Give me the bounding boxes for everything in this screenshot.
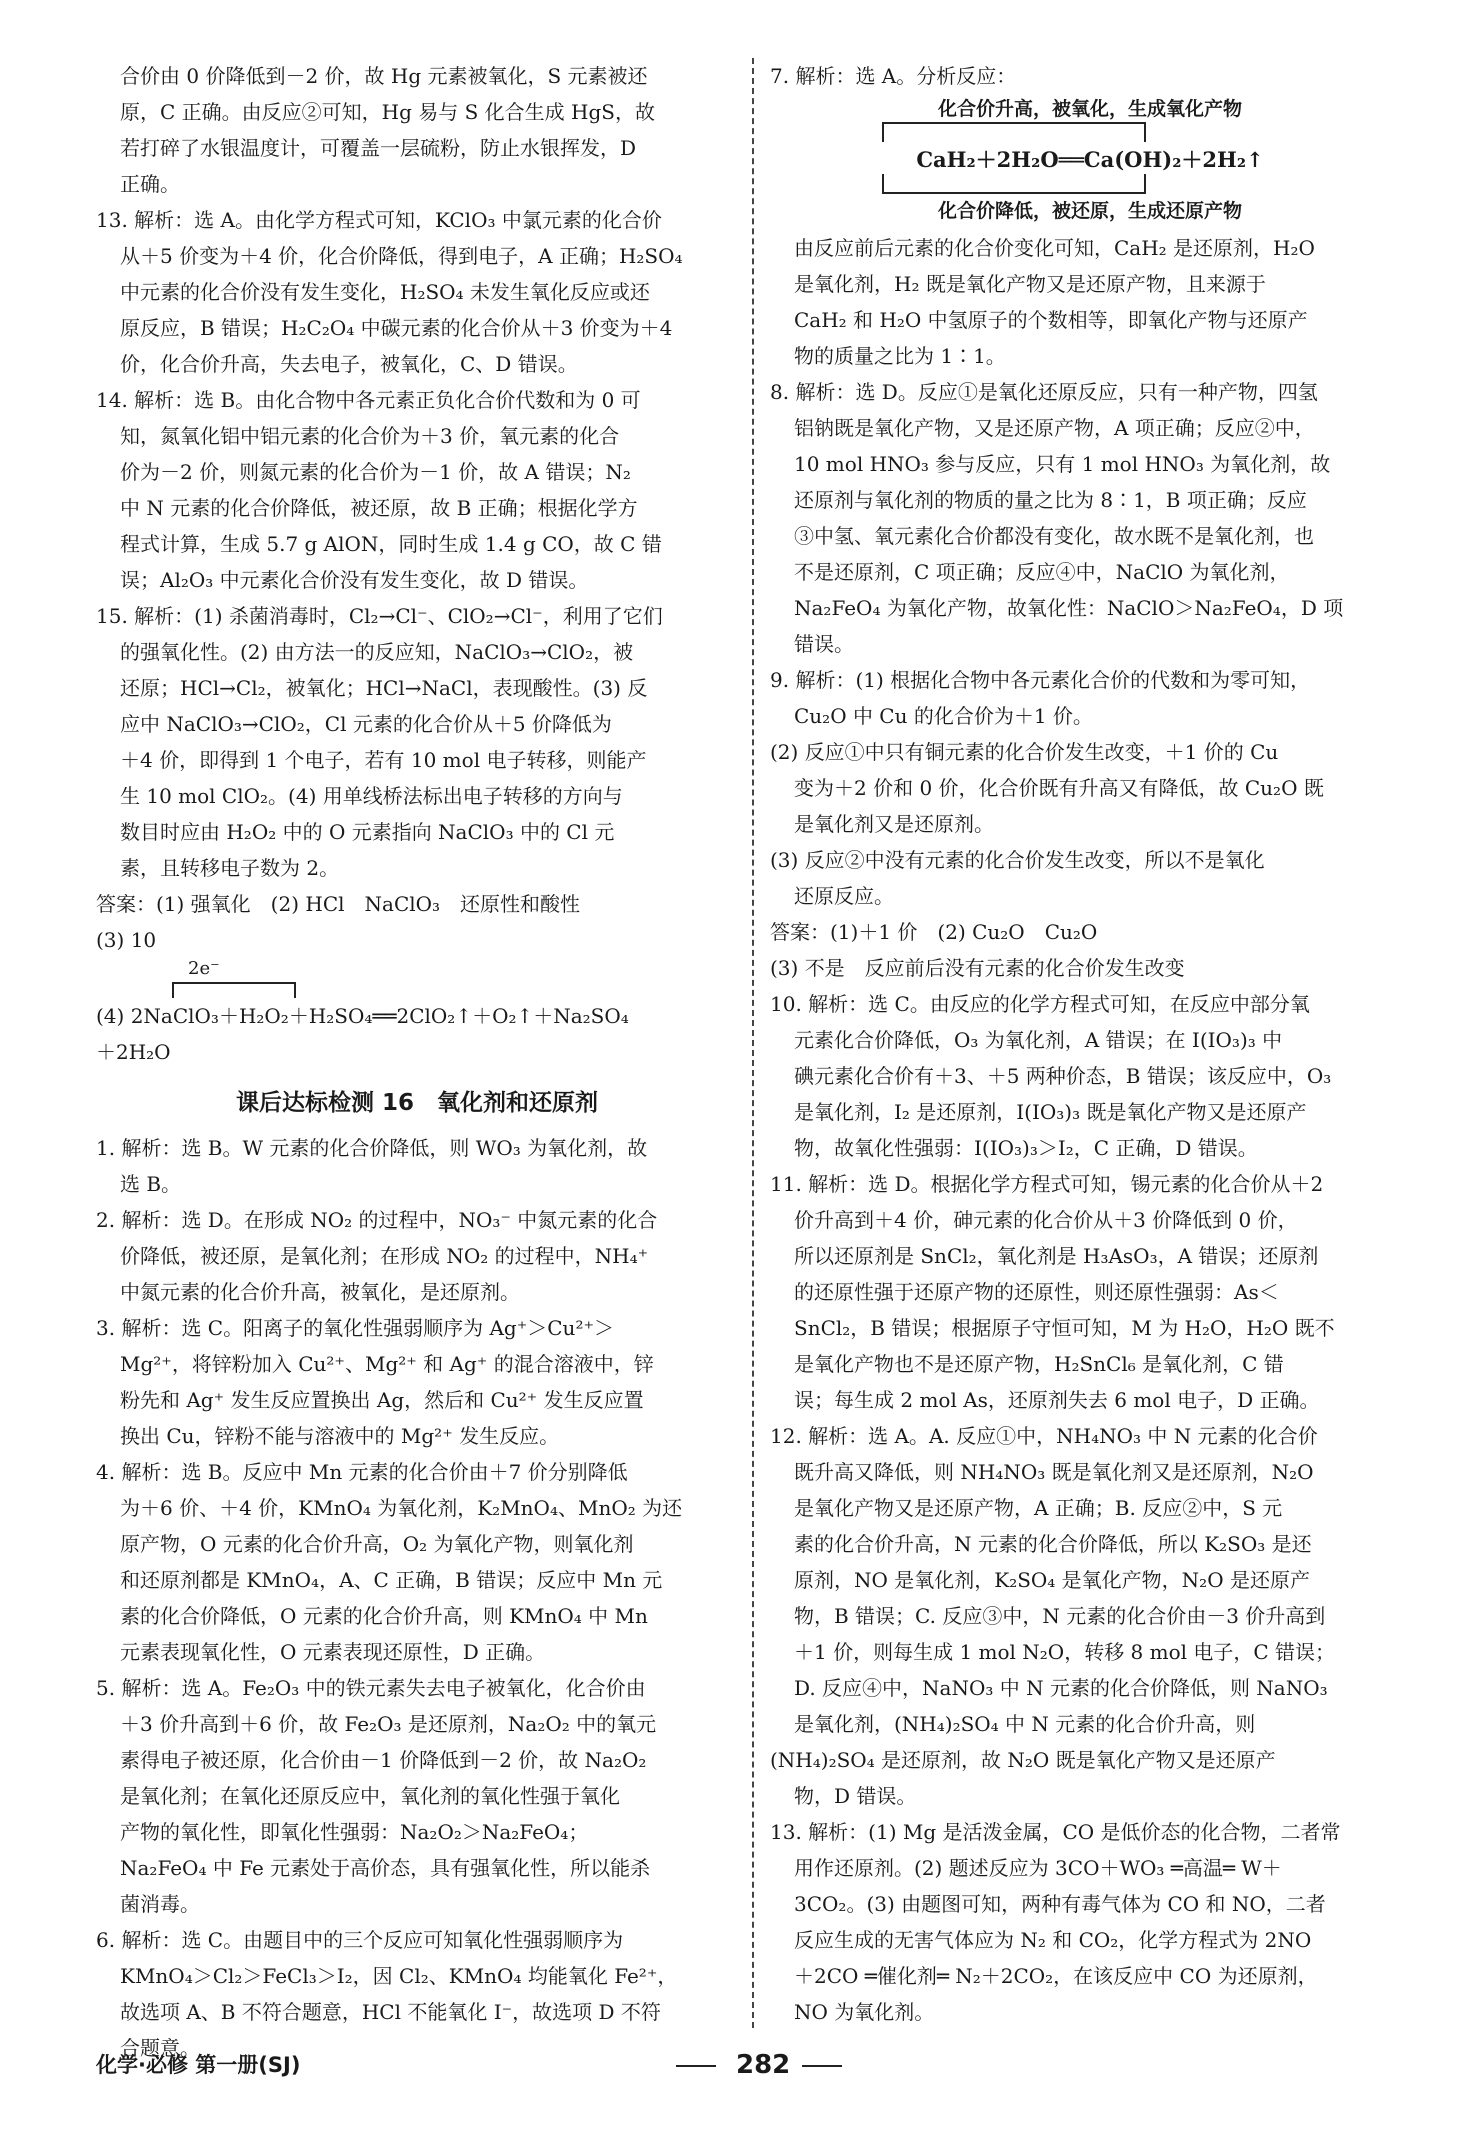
text-line: 价，化合价升高，失去电子，被氧化，C、D 错误。 bbox=[120, 352, 578, 376]
text-line: 用作还原剂。(2) 题述反应为 3CO＋WO₃ ═高温═ W＋ bbox=[794, 1856, 1282, 1880]
text-line: ＋1 价，则每生成 1 mol N₂O，转移 8 mol 电子，C 错误； bbox=[794, 1640, 1336, 1664]
text-line: 是氧化产物也不是还原产物，H₂SnCl₆ 是氧化剂，C 错 bbox=[794, 1352, 1284, 1376]
reduction-label: 化合价降低，被还原，生成还原产物 bbox=[937, 200, 1242, 222]
text-line: 13. 解析：(1) Mg 是活泼金属，CO 是低价态的化合物，二者常 bbox=[770, 1820, 1341, 1844]
text-line: 3. 解析：选 C。阳离子的氧化性强弱顺序为 Ag⁺＞Cu²⁺＞ bbox=[96, 1316, 615, 1340]
text-line: 9. 解析：(1) 根据化合物中各元素化合价的代数和为零可知， bbox=[770, 668, 1311, 692]
text-line: 10 mol HNO₃ 参与反应，只有 1 mol HNO₃ 为氧化剂，故 bbox=[794, 452, 1331, 476]
text-line: 为＋6 价、＋4 价，KMnO₄ 为氧化剂，K₂MnO₄、MnO₂ 为还 bbox=[120, 1496, 683, 1520]
text-line: 的强氧化性。(2) 由方法一的反应知，NaClO₃→ClO₂，被 bbox=[120, 640, 634, 664]
text-line: 还原；HCl→Cl₂，被氧化；HCl→NaCl，表现酸性。(3) 反 bbox=[120, 676, 648, 700]
text-line: Na₂FeO₄ 为氧化产物，故氧化性：NaClO＞Na₂FeO₄，D 项 bbox=[794, 596, 1344, 620]
text-line: 5. 解析：选 A。Fe₂O₃ 中的铁元素失去电子被氧化，化合价由 bbox=[96, 1676, 646, 1700]
text-line: KMnO₄＞Cl₂＞FeCl₃＞I₂，因 Cl₂、KMnO₄ 均能氧化 Fe²⁺， bbox=[120, 1964, 678, 1988]
text-line: Mg²⁺，将锌粉加入 Cu²⁺、Mg²⁺ 和 Ag⁺ 的混合溶液中，锌 bbox=[120, 1352, 654, 1376]
text-line: 12. 解析：选 A。A. 反应①中，NH₄NO₃ 中 N 元素的化合价 bbox=[770, 1424, 1318, 1448]
text-line: 碘元素化合价有＋3、＋5 两种价态，B 错误；该反应中，O₃ bbox=[794, 1064, 1332, 1088]
text-line: (3) 反应②中没有元素的化合价发生改变，所以不是氧化 bbox=[770, 848, 1265, 872]
text-line: ＋3 价升高到＋6 价，故 Fe₂O₃ 是还原剂，Na₂O₂ 中的氧元 bbox=[120, 1712, 657, 1736]
left-text-block-a bbox=[96, 58, 738, 958]
text-line: 素得电子被还原，化合价由－1 价降低到－2 价，故 Na₂O₂ bbox=[120, 1748, 647, 1772]
text-line: 原剂，NO 是氧化剂，K₂SO₄ 是氧化产物，N₂O 是还原产 bbox=[794, 1568, 1310, 1592]
text-line: 从＋5 价变为＋4 价，化合价降低，得到电子，A 正确；H₂SO₄ bbox=[120, 244, 683, 268]
reduction-bracket bbox=[882, 174, 1146, 194]
text-line: 选 B。 bbox=[120, 1172, 182, 1196]
text-line: 程式计算，生成 5.7 g AlON，同时生成 1.4 g CO，故 C 错 bbox=[120, 532, 662, 556]
text-line: 8. 解析：选 D。反应①是氧化还原反应，只有一种产物，四氢 bbox=[770, 380, 1318, 404]
text-line: 的还原性强于还原产物的还原性，则还原性强弱：As＜ bbox=[794, 1280, 1279, 1304]
text-line: 若打碎了水银温度计，可覆盖一层硫粉，防止水银挥发，D bbox=[120, 136, 637, 160]
text-line: 所以还原剂是 SnCl₂，氧化剂是 H₃AsO₃，A 错误；还原剂 bbox=[794, 1244, 1319, 1268]
text-line: 素，且转移电子数为 2。 bbox=[120, 856, 340, 880]
right-text-block-a bbox=[770, 58, 1410, 94]
text-line: ＋2CO ═催化剂═ N₂＋2CO₂，在该反应中 CO 为还原剂， bbox=[794, 1964, 1318, 1988]
text-line: 既升高又降低，则 NH₄NO₃ 既是氧化剂又是还原剂，N₂O bbox=[794, 1460, 1314, 1484]
text-line: 3CO₂。(3) 由题图可知，两种有毒气体为 CO 和 NO，二者 bbox=[794, 1892, 1326, 1916]
text-line: 是氧化剂；在氧化还原反应中，氧化剂的氧化性强于氧化 bbox=[120, 1784, 620, 1808]
text-line: 误；每生成 2 mol As，还原剂失去 6 mol 电子，D 正确。 bbox=[794, 1388, 1320, 1412]
text-line: 中元素的化合价没有发生变化，H₂SO₄ 未发生氧化反应或还 bbox=[120, 280, 650, 304]
text-line: 物的质量之比为 1∶1。 bbox=[794, 344, 1006, 368]
bridge-label: 2e⁻ bbox=[188, 958, 220, 979]
text-line: 价为－2 价，则氮元素的化合价为－1 价，故 A 错误；N₂ bbox=[120, 460, 631, 484]
text-line: ③中氢、氧元素化合价都没有变化，故水既不是氧化剂，也 bbox=[794, 524, 1314, 548]
text-line: 是氧化剂，I₂ 是还原剂，I(IO₃)₃ 既是氧化产物又是还原产 bbox=[794, 1100, 1307, 1124]
text-line: 中 N 元素的化合价降低，被还原，故 B 正确；根据化学方 bbox=[120, 496, 638, 520]
text-line: 正确。 bbox=[120, 172, 180, 196]
text-line: ＋4 价，即得到 1 个电子，若有 10 mol 电子转移，则能产 bbox=[120, 748, 647, 772]
text-line: 知，氮氧化铝中铝元素的化合价为＋3 价，氧元素的化合 bbox=[120, 424, 620, 448]
text-line: 元素化合价降低，O₃ 为氧化剂，A 错误；在 I(IO₃)₃ 中 bbox=[794, 1028, 1283, 1052]
text-line: 素的化合价降低，O 元素的化合价升高，则 KMnO₄ 中 Mn bbox=[120, 1604, 648, 1628]
text-line: (3) 不是 反应前后没有元素的化合价发生改变 bbox=[770, 956, 1185, 980]
footer-dash-right bbox=[802, 2065, 842, 2067]
text-line: 素的化合价升高，N 元素的化合价降低，所以 K₂SO₃ 是还 bbox=[794, 1532, 1312, 1556]
equation-4-line-2: ＋2H₂O bbox=[96, 1040, 171, 1064]
text-line: 是氧化产物又是还原产物，A 正确；B. 反应②中，S 元 bbox=[794, 1496, 1283, 1520]
text-line: 错误。 bbox=[794, 632, 854, 656]
text-line: 是氧化剂，(NH₄)₂SO₄ 中 N 元素的化合价升高，则 bbox=[794, 1712, 1256, 1736]
text-line: 铝钠既是氧化产物，又是还原产物，A 项正确；反应②中， bbox=[794, 416, 1315, 440]
text-line: 6. 解析：选 C。由题目中的三个反应可知氧化性强弱顺序为 bbox=[96, 1928, 624, 1952]
footer-dash-left bbox=[676, 2065, 716, 2067]
text-line: 7. 解析：选 A。分析反应： bbox=[770, 64, 1017, 88]
text-line: Cu₂O 中 Cu 的化合价为＋1 价。 bbox=[794, 704, 1093, 728]
text-line: (2) 反应①中只有铜元素的化合价发生改变，＋1 价的 Cu bbox=[770, 740, 1279, 764]
text-line: (NH₄)₂SO₄ 是还原剂，故 N₂O 既是氧化产物又是还原产 bbox=[770, 1748, 1276, 1772]
text-line: 粉先和 Ag⁺ 发生反应置换出 Ag，然后和 Cu²⁺ 发生反应置 bbox=[120, 1388, 644, 1412]
text-line: Na₂FeO₄ 中 Fe 元素处于高价态，具有强氧化性，所以能杀 bbox=[120, 1856, 651, 1880]
text-line: 原反应，B 错误；H₂C₂O₄ 中碳元素的化合价从＋3 价变为＋4 bbox=[120, 316, 673, 340]
text-line: 原，C 正确。由反应②可知，Hg 易与 S 化合生成 HgS，故 bbox=[120, 100, 655, 124]
text-line: 4. 解析：选 B。反应中 Mn 元素的化合价由＋7 价分别降低 bbox=[96, 1460, 628, 1484]
page-footer bbox=[96, 2045, 1416, 2085]
text-line: 合价由 0 价降低到－2 价，故 Hg 元素被氧化，S 元素被还 bbox=[120, 64, 648, 88]
text-line: 10. 解析：选 C。由反应的化学方程式可知，在反应中部分氧 bbox=[770, 992, 1310, 1016]
bridge-line bbox=[172, 982, 296, 998]
section-title: 课后达标检测 16 氧化剂和还原剂 bbox=[235, 1090, 598, 1116]
oxidation-label: 化合价升高，被氧化，生成氧化产物 bbox=[937, 98, 1242, 120]
text-line: 变为＋2 价和 0 价，化合价既有升高又有降低，故 Cu₂O 既 bbox=[794, 776, 1324, 800]
text-line: 答案：(1) 强氧化 (2) HCl NaClO₃ 还原性和酸性 bbox=[96, 892, 581, 916]
text-line: 数目时应由 H₂O₂ 中的 O 元素指向 NaClO₃ 中的 Cl 元 bbox=[120, 820, 615, 844]
text-line: 14. 解析：选 B。由化合物中各元素正负化合价代数和为 0 可 bbox=[96, 388, 641, 412]
text-line: 换出 Cu，锌粉不能与溶液中的 Mg²⁺ 发生反应。 bbox=[120, 1424, 560, 1448]
text-line: 故选项 A、B 不符合题意，HCl 不能氧化 I⁻，故选项 D 不符 bbox=[120, 2000, 661, 2024]
left-column bbox=[96, 58, 738, 2066]
text-line: 反应生成的无害气体应为 N₂ 和 CO₂，化学方程式为 2NO bbox=[794, 1928, 1312, 1952]
text-line: 15. 解析：(1) 杀菌消毒时，Cl₂→Cl⁻、ClO₂→Cl⁻，利用了它们 bbox=[96, 604, 663, 628]
text-line: (3) 10 bbox=[96, 928, 157, 952]
text-line: 13. 解析：选 A。由化学方程式可知，KClO₃ 中氯元素的化合价 bbox=[96, 208, 662, 232]
text-line: SnCl₂，B 错误；根据原子守恒可知，M 为 H₂O，H₂O 既不 bbox=[794, 1316, 1335, 1340]
text-line: 物，B 错误；C. 反应③中，N 元素的化合价由－3 价升高到 bbox=[794, 1604, 1326, 1628]
text-line: 价降低，被还原，是氧化剂；在形成 NO₂ 的过程中，NH₄⁺ bbox=[120, 1244, 649, 1268]
reaction-7-diagram bbox=[770, 94, 1410, 230]
text-line: 中氮元素的化合价升高，被氧化，是还原剂。 bbox=[120, 1280, 520, 1304]
right-column bbox=[770, 58, 1410, 2030]
text-line: 菌消毒。 bbox=[120, 1892, 200, 1916]
text-line: 应中 NaClO₃→ClO₂，Cl 元素的化合价从＋5 价降低为 bbox=[120, 712, 612, 736]
column-divider bbox=[752, 58, 754, 2028]
text-line: 物，故氧化性强弱：I(IO₃)₃＞I₂，C 正确，D 错误。 bbox=[794, 1136, 1258, 1160]
text-line: 生 10 mol ClO₂。(4) 用单线桥法标出电子转移的方向与 bbox=[120, 784, 623, 808]
text-line: 误；Al₂O₃ 中元素化合价没有发生变化，故 D 错误。 bbox=[120, 568, 589, 592]
text-line: 是氧化剂，H₂ 既是氧化产物又是还原产物，且来源于 bbox=[794, 272, 1266, 296]
text-line: NO 为氧化剂。 bbox=[794, 2000, 935, 2024]
reaction-7-equation: CaH₂＋2H₂O══Ca(OH)₂＋2H₂↑ bbox=[916, 147, 1264, 172]
equation-4-line-1: (4) 2NaClO₃＋H₂O₂＋H₂SO₄══2ClO₂↑＋O₂↑＋Na₂SO₄ bbox=[96, 1004, 629, 1028]
text-line: 还原反应。 bbox=[794, 884, 894, 908]
text-line: 物，D 错误。 bbox=[794, 1784, 917, 1808]
text-line: 价升高到＋4 价，砷元素的化合价从＋3 价降低到 0 价， bbox=[794, 1208, 1298, 1232]
text-line: 合题意。 bbox=[120, 2036, 200, 2060]
text-line: 答案：(1)＋1 价 (2) Cu₂O Cu₂O bbox=[770, 920, 1098, 944]
text-line: 元素表现氧化性，O 元素表现还原性，D 正确。 bbox=[120, 1640, 546, 1664]
text-line: 还原剂与氧化剂的物质的量之比为 8∶1，B 项正确；反应 bbox=[794, 488, 1307, 512]
text-line: 11. 解析：选 D。根据化学方程式可知，锡元素的化合价从＋2 bbox=[770, 1172, 1324, 1196]
text-line: 1. 解析：选 B。W 元素的化合价降低，则 WO₃ 为氧化剂，故 bbox=[96, 1136, 648, 1160]
right-text-block-b bbox=[770, 230, 1410, 2030]
left-text-block-b bbox=[96, 1130, 738, 2066]
text-line: 2. 解析：选 D。在形成 NO₂ 的过程中，NO₃⁻ 中氮元素的化合 bbox=[96, 1208, 658, 1232]
text-line: D. 反应④中，NaNO₃ 中 N 元素的化合价降低，则 NaNO₃ bbox=[794, 1676, 1328, 1700]
electron-bridge bbox=[96, 958, 738, 998]
page-number: 282 bbox=[736, 2050, 791, 2080]
text-line: 由反应前后元素的化合价变化可知，CaH₂ 是还原剂，H₂O bbox=[794, 236, 1315, 260]
text-line: 原产物，O 元素的化合价升高，O₂ 为氧化产物，则氧化剂 bbox=[120, 1532, 634, 1556]
oxidation-bracket bbox=[882, 122, 1146, 142]
text-line: 是氧化剂又是还原剂。 bbox=[794, 812, 994, 836]
text-line: CaH₂ 和 H₂O 中氢原子的个数相等，即氧化产物与还原产 bbox=[794, 308, 1308, 332]
text-line: 产物的氧化性，即氧化性强弱：Na₂O₂＞Na₂FeO₄； bbox=[120, 1820, 589, 1844]
text-line: 不是还原剂，C 项正确；反应④中，NaClO 为氧化剂， bbox=[794, 560, 1290, 584]
book-title: 化学·必修 第一册(SJ) bbox=[96, 2053, 301, 2077]
text-line: 和还原剂都是 KMnO₄，A、C 正确，B 错误；反应中 Mn 元 bbox=[120, 1568, 663, 1592]
